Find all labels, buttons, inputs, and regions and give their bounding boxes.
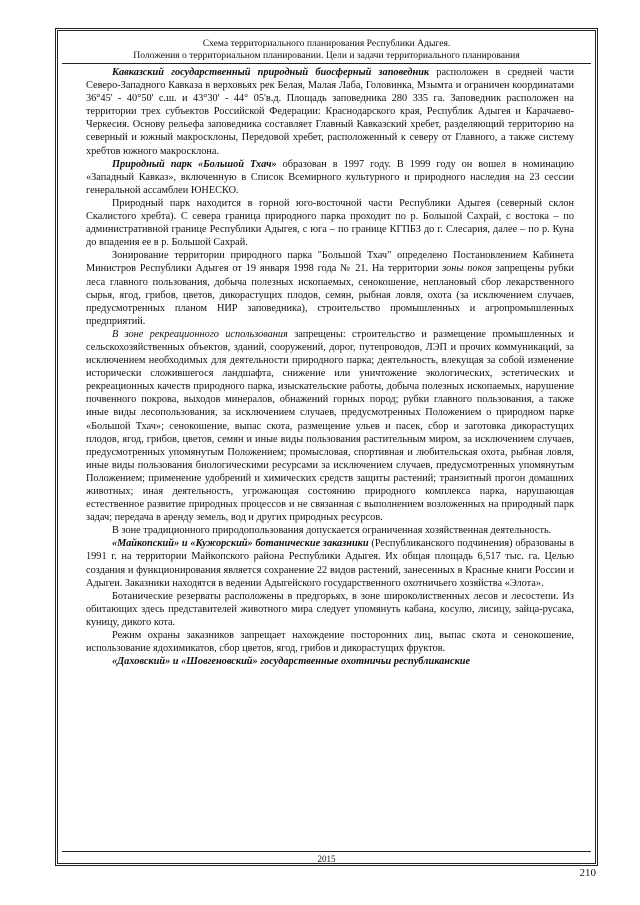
- paragraph-botanical-reserves: [86, 537, 574, 589]
- paragraph-text: запрещены рубки леса главного пользования, добыча полезных ископаемых, сенокошение, неплановый сбор лекарственного сырья, ягод, грибов, цветов, дикорастущих плодов, семян, рыбная ловля, охота (за исключением случаев, предусмотренных планом НИР заповедника), строительство промышленных и агропромышленных предприятий.: [86, 263, 574, 327]
- footer-year: 2015: [317, 854, 336, 864]
- paragraph-hunting-reserves: [86, 655, 574, 668]
- term-hunting-reserves: «Даховский» и «Шовгеновский» государственные охотничьи республиканские: [112, 656, 471, 668]
- term-bolshoy-tkhach: Природный парк «Большой Тхач»: [112, 158, 277, 170]
- paragraph-text: расположен в средней части Северо-Западного Кавказа в верховьях рек Белая, Малая Лаба, Головинка, Мзымта и ограничен координатами 36°45' - 40°50' с.ш. и 43°30' - 44° 05'в.д. Площадь заповедника 280 335 га. Заповедник расположен на территории трех субъектов Российской Федерации: Краснодарского края, Республик Адыгея и Карачаево-Черкесия. Основу рельефа заповедника составляет Главный Кавказский хребет, разделяющий территорию на северный и южный макросклоны, Передовой хребет, расположенный к северу от Главного, а также систему хребтов южного макросклона.: [86, 67, 574, 157]
- paragraph-protection-regime: Режим охраны заказников запрещает нахождение посторонних лиц, выпас скота и сенокошение, использование ядохимикатов, сбор цветов, ягод, грибов и дикорастущих фруктов.: [86, 630, 574, 655]
- paragraph-text: Зонирование территории природного парка "Большой Тхач" определено Постановлением Кабинета Министров Республики Адыгея от 19 января 1998 года № 21. На территории: [86, 250, 574, 275]
- term-recreation-zone: В зоне рекреационного использования: [112, 328, 288, 340]
- header-divider: [62, 63, 591, 64]
- paragraph-recreation-zone: [86, 328, 574, 524]
- header-line-2: Положения о территориальном планировании. Цели и задачи территориального планирования: [133, 50, 520, 61]
- document-body: [86, 66, 574, 668]
- paragraph-traditional-use: В зоне традиционного природопользования допускается ограниченная хозяйственная деятельность.: [112, 525, 552, 537]
- paragraph-fauna: Ботанические резерваты расположены в предгорьях, в зоне широколиственных лесов и лесостепи. Из обитающих здесь представителей животного мира следует упомянуть кабана, косулю, лисицу, зайца-русака, куницу, дикого кота.: [86, 590, 574, 628]
- footer-divider: [62, 851, 591, 852]
- running-header: [58, 38, 595, 62]
- paragraph-text: (Республиканского подчинения) образованы в 1991 г. на территории Майкопского района Республики Адыгея. Их общая площадь 6,517 тыс. га. Целью создания и функционирования является сохранение 22 видов растений, занесенных в Красные книги России и Адыгеи. Заказники находятся в ведении Адыгейского государственного охотничьего хозяйства «Элота».: [86, 538, 575, 589]
- paragraph-park-location: Природный парк находится в горной юго-восточной части Республики Адыгея (северный склон Скалистого хребта). С севера граница природного парка проходит по р. Большой Сахрай, с востока – по административной границе Республики Адыгея, с юга – по границе КГПБЗ до г. Слесария, далее – по р. Куна до впадения ее в р. Большой Сахрай.: [86, 197, 574, 249]
- paragraph-zoning: [86, 249, 574, 328]
- paragraph-text: запрещены: строительство и размещение промышленных и сельскохозяйственных объектов, зданий, сооружений, дорог, путепроводов, ЛЭП и прочих коммуникаций, за исключением необходимых для деятельности природного парка; деятельность, влекущая за собой изменение исторически сложившегося ландшафта, снижение или уничтожение экологических, эстетических и рекреационных качеств природного парка, изыскательские работы, добыча полезных ископаемых, нарушение почвенного покрова, выходов минералов, обнажений горных пород; рубки главного пользования, а также иные виды лесопользования, за исключением случаев, предусмотренных Положением о природном парке «Большой Тхач»; сенокошение, выпас скота, размещение ульев и пасек, сбор и заготовка дикорастущих плодов, ягод, грибов, цветов, семян и иные виды пользования растительным миром, за исключением случаев, предусмотренных упомянутым Положением; промысловая, спортивная и любительская охота, рыбная ловля, иные виды пользования биологическими ресурсами за исключением случаев, предусмотренных упомянутым Положением; применение удобрений и химических средств защиты растений; транзитный прогон домашних животных; иная деятельность, угрожающая состоянию природного комплекса парка, нарушающая естественное развитие природных процессов и не связанная с выполнением возложенных на природный парк задач; передача в аренду земель, вод и других природных ресурсов.: [86, 328, 574, 524]
- term-kavkaz-reserve: Кавказский государственный природный биосферный заповедник: [112, 67, 430, 78]
- header-line-1: Схема территориального планирования Республики Адыгея.: [202, 38, 451, 49]
- paragraph-text: образован в 1997 году. В 1999 году он вошел в номинацию «Западный Кавказ», включенную в Список Всемирного культурного и природного наследия на 23 сессии генеральной ассамблеи ЮНЕСКО.: [86, 158, 574, 196]
- term-botanical-reserves: «Майкопский» и «Кужорский» ботанические заказники: [112, 538, 369, 550]
- page-number: 210: [579, 867, 596, 879]
- paragraph-bolshoy-tkhach: [86, 158, 574, 197]
- term-rest-zone: зоны покоя: [442, 263, 492, 275]
- paragraph-kavkaz-reserve: [86, 66, 574, 158]
